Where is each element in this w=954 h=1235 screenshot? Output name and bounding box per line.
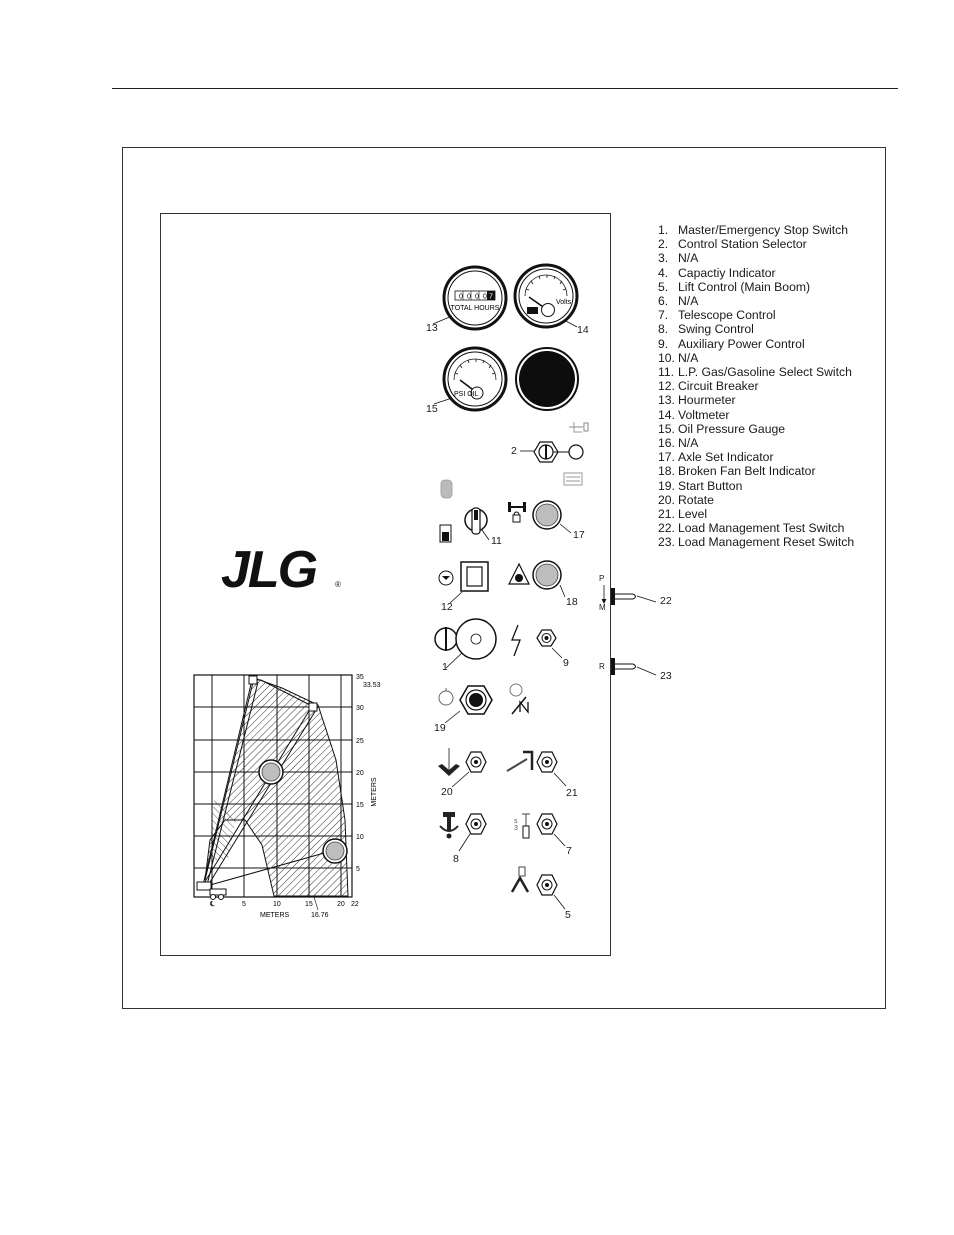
svg-text:s: s — [514, 818, 518, 825]
callout-7: 7 — [566, 845, 572, 857]
legend-item-label: Load Management Reset Switch — [678, 535, 855, 550]
boom-lift-icon — [512, 867, 528, 892]
callout-8: 8 — [453, 853, 459, 865]
callout-15: 15 — [426, 403, 438, 415]
legend-item-number: 8. — [658, 322, 669, 337]
logo-text: JLG — [221, 545, 317, 591]
switch-mark-p: P — [599, 574, 605, 583]
callout-9: 9 — [563, 657, 569, 669]
legend-item-number: 17. — [658, 450, 675, 465]
callout-22: 22 — [660, 595, 672, 607]
callout-20: 20 — [441, 786, 453, 798]
callout-2: 2 — [511, 445, 517, 457]
legend-item-number: 2. — [658, 237, 669, 252]
hour-digit: 0 — [459, 293, 463, 301]
legend-item-number: 12. — [658, 379, 675, 394]
voltmeter-gauge — [515, 265, 577, 327]
blank-gauge-plug — [516, 348, 578, 410]
legend-item-number: 14. — [658, 407, 675, 422]
broken-fan-belt-indicator — [509, 561, 561, 589]
legend-item-number: 21. — [658, 507, 675, 522]
legend-item-label: Swing Control — [678, 322, 754, 337]
axle-lock-icon — [508, 502, 526, 522]
oil-gauge-caption: PSI OIL — [454, 391, 479, 398]
voltmeter-unit: Volts — [556, 299, 572, 306]
level-control[interactable] — [507, 752, 557, 772]
legend-item-number: 19. — [658, 478, 675, 493]
legend-item-number: 23. — [658, 535, 675, 550]
y-tick: 20 — [356, 770, 364, 777]
callout-17: 17 — [573, 529, 585, 541]
legend-item-number: 20. — [658, 492, 675, 507]
callout-23: 23 — [660, 670, 672, 682]
y-tick: 30 — [356, 705, 364, 712]
x-axis-label: METERS — [260, 912, 290, 919]
leader-5 — [554, 895, 565, 909]
start-button[interactable] — [439, 686, 492, 714]
axle-set-indicator — [508, 501, 561, 529]
leader-1 — [446, 653, 462, 668]
legend-item-number: 1. — [658, 223, 669, 237]
legend-item-label: N/A — [678, 350, 699, 365]
callout-18: 18 — [566, 596, 578, 608]
lift-control-main-boom[interactable] — [512, 867, 557, 895]
leader-20 — [452, 772, 469, 787]
range-chart — [194, 674, 381, 919]
rotate-icon — [438, 748, 460, 776]
leader-21 — [554, 773, 566, 786]
hour-digit: 0 — [483, 293, 487, 301]
engine-off-icon — [510, 684, 528, 714]
swing-control[interactable] — [440, 812, 486, 839]
y-tick-top: 33.53 — [363, 682, 381, 689]
legend-item-label: N/A — [678, 251, 699, 266]
legend-item-number: 5. — [658, 279, 669, 294]
circuit-breaker[interactable] — [439, 562, 488, 591]
leader-9 — [552, 648, 562, 658]
callout-1: 1 — [442, 661, 448, 673]
legend-item-number: 9. — [658, 336, 669, 351]
legend-item-label: Control Station Selector — [678, 237, 807, 252]
legend-item-label: L.P. Gas/Gasoline Select Switch — [678, 365, 852, 380]
legend-item-label: Oil Pressure Gauge — [678, 421, 786, 436]
hourmeter-gauge — [444, 267, 506, 329]
y-tick: 25 — [356, 738, 364, 745]
legend-item-label: N/A — [678, 436, 699, 451]
leader-7 — [554, 834, 565, 846]
leader-18 — [560, 585, 565, 597]
switch-mark-r: R — [599, 662, 605, 671]
auxiliary-power-control[interactable] — [512, 625, 556, 656]
legend-item-number: 22. — [658, 521, 675, 536]
legend-item-number: 16. — [658, 436, 675, 451]
callout-13: 13 — [426, 322, 438, 334]
legend-item-label: Capactiy Indicator — [678, 265, 776, 280]
y-tick: 5 — [356, 866, 360, 873]
y-tick: 10 — [356, 834, 364, 841]
leader-14 — [564, 320, 577, 327]
swing-icon — [440, 812, 458, 839]
legend-item-number: 7. — [658, 308, 669, 323]
oil-pressure-gauge — [444, 348, 506, 410]
hour-digit: 7 — [489, 293, 493, 301]
x-tick: 20 — [337, 901, 345, 908]
callout-21: 21 — [566, 787, 578, 799]
leader-19 — [445, 711, 460, 723]
legend-item-label: Lift Control (Main Boom) — [678, 279, 811, 294]
x-tick-centerline: ℄ — [210, 901, 215, 908]
legend-item-number: 4. — [658, 265, 669, 280]
switch-mark-m: M — [599, 603, 606, 612]
lp-gasoline-select-switch[interactable] — [440, 480, 487, 542]
y-axis-label: METERS — [371, 777, 378, 807]
legend-item-label: Axle Set Indicator — [678, 450, 774, 465]
y-tick: 35 — [356, 674, 364, 681]
x-tick: 5 — [242, 901, 246, 908]
master-emergency-stop-switch[interactable] — [435, 619, 496, 659]
legend-item-number: 6. — [658, 294, 669, 309]
legend-item-label: Level — [678, 507, 708, 522]
legend-item-label: Voltmeter — [678, 407, 730, 422]
legend-item-label: Auxiliary Power Control — [678, 336, 805, 351]
legend-item-number: 10. — [658, 350, 675, 365]
x-tick: 15 — [305, 901, 313, 908]
legend-item-number: 13. — [658, 393, 675, 408]
hour-digit: 0 — [467, 293, 471, 301]
hourmeter-caption: TOTAL HOURS — [450, 305, 500, 312]
legend-item-label: Rotate — [678, 492, 714, 507]
callout-14: 14 — [577, 324, 589, 336]
callout-5: 5 — [565, 909, 571, 921]
x-reach-label: 16.76 — [311, 912, 329, 919]
legend-item-number: 15. — [658, 421, 675, 436]
legend-item-number: 18. — [658, 464, 675, 479]
legend-item-number: 3. — [658, 251, 669, 266]
logo-registered-mark: ® — [335, 580, 341, 589]
legend-item-label: Broken Fan Belt Indicator — [678, 464, 816, 479]
callout-12: 12 — [441, 601, 453, 613]
legend-item-label: Load Management Test Switch — [678, 521, 845, 536]
legend-item-label: N/A — [678, 294, 699, 309]
rotate-control[interactable] — [438, 748, 486, 776]
leader-23 — [637, 667, 656, 675]
x-tick: 10 — [273, 901, 281, 908]
legend-item-label: Start Button — [678, 478, 743, 493]
legend-item-number: 11. — [658, 365, 675, 380]
y-tick: 15 — [356, 802, 364, 809]
hour-digit: 0 — [475, 293, 479, 301]
callout-11: 11 — [491, 535, 502, 547]
leader-11 — [482, 530, 489, 540]
x-tick: 22 — [351, 901, 359, 908]
leader-17 — [560, 524, 571, 533]
legend-item-label: Hourmeter — [678, 393, 736, 408]
legend-item-label: Telescope Control — [678, 308, 776, 323]
telescope-icon — [514, 814, 530, 838]
legend-item-label: Circuit Breaker — [678, 379, 759, 394]
telescope-control[interactable] — [514, 814, 557, 838]
control-station-selector[interactable] — [534, 422, 588, 485]
leader-22 — [637, 596, 656, 602]
callout-19: 19 — [434, 722, 446, 734]
svg-text:3: 3 — [514, 825, 518, 832]
load-management-test-switch[interactable] — [602, 585, 636, 605]
level-icon — [507, 752, 532, 771]
load-management-reset-switch[interactable] — [611, 658, 636, 675]
legend-item-label: Master/Emergency Stop Switch — [678, 223, 849, 237]
leader-8 — [459, 834, 470, 851]
